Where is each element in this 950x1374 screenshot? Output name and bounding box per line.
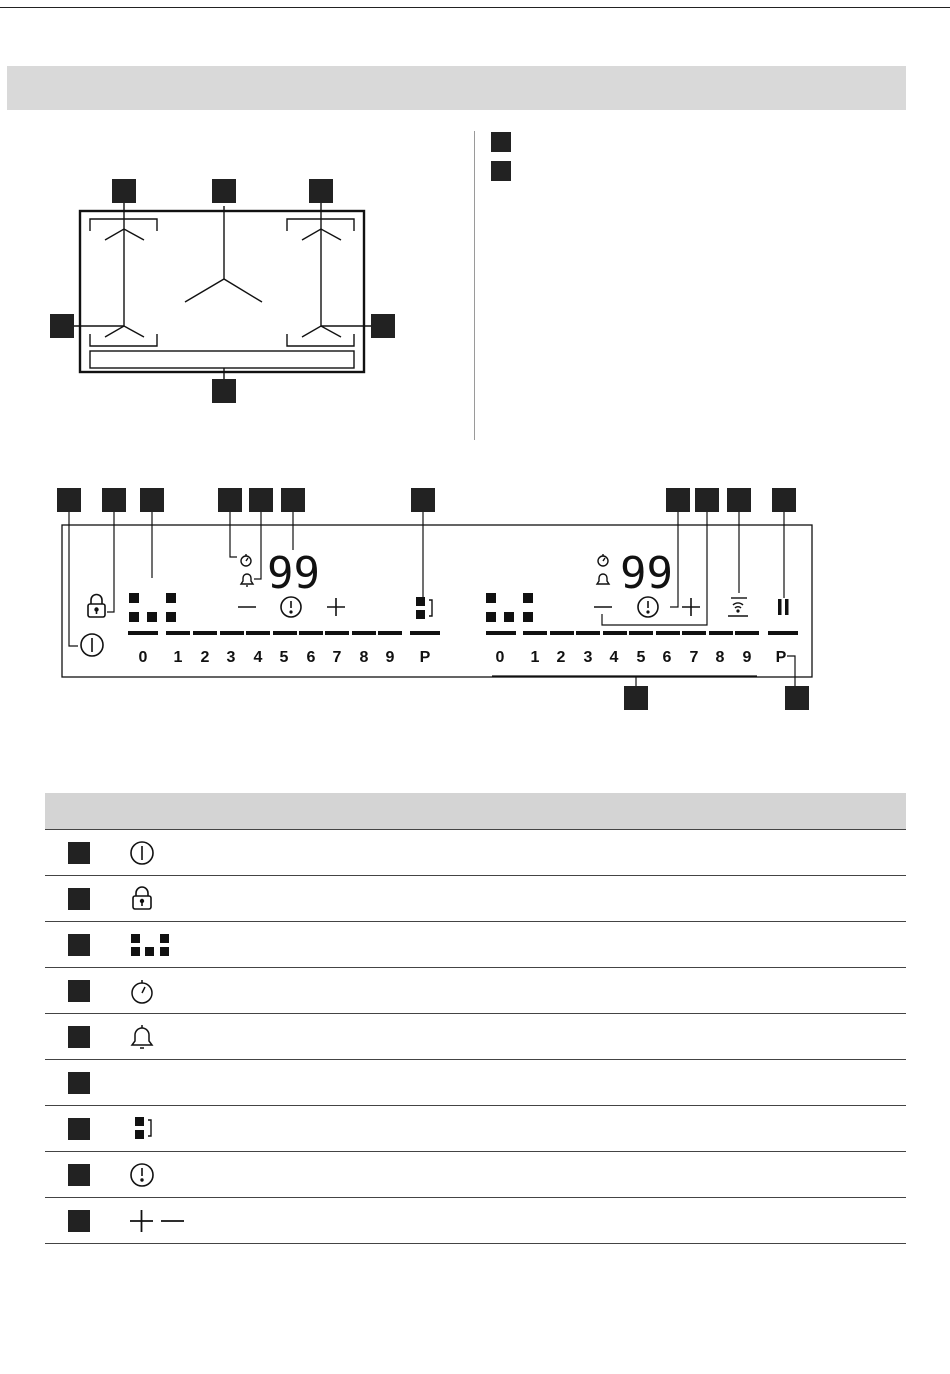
power-level-bars-right [486,631,798,635]
scale-label: P [775,649,787,666]
stopwatch-icon [118,977,198,1005]
callout-marker [695,488,719,512]
plus-icon [327,598,345,616]
row-number-marker [68,888,90,910]
stopwatch-icon [241,554,251,566]
scale-label: 6 [662,649,672,666]
header-cell [200,793,906,830]
scale-label: 0 [138,649,148,666]
row-description [200,830,906,876]
callout-marker [218,488,242,512]
table-row [45,922,906,968]
table-row [45,1014,906,1060]
row-number-marker [68,980,90,1002]
header-cell [45,793,110,830]
row-number-marker [68,934,90,956]
scale-label: 4 [609,649,619,666]
stopwatch-icon [598,554,608,566]
power-icon [118,839,198,867]
scale-label: 6 [306,649,316,666]
table-row [45,876,906,922]
scale-label: 7 [332,649,342,666]
scale-label: 3 [226,649,236,666]
timer-icon [118,1161,198,1189]
row-number-marker [68,1210,90,1232]
table-row [45,1106,906,1152]
callout-marker [102,488,126,512]
row-description [200,1060,906,1106]
hood-connection-icon [728,598,748,616]
plus-icon [682,598,700,616]
row-description [200,968,906,1014]
bridge-icon [118,1115,198,1143]
table-row [45,1152,906,1198]
scale-label: 0 [495,649,505,666]
callout-marker [785,686,809,710]
row-number-marker [68,1072,90,1094]
header-cell [110,793,200,830]
callout-marker [57,488,81,512]
scale-label: P [419,649,431,666]
scale-label: 8 [359,649,369,666]
callout-marker [666,488,690,512]
scale-label: 1 [530,649,540,666]
timer-icon [638,597,658,617]
power-level-bars-left [128,631,440,635]
lock-icon [88,595,105,618]
scale-label: 3 [583,649,593,666]
table-row [45,1060,906,1106]
table-header-row [45,793,906,830]
callout-marker [140,488,164,512]
timer-display-left: 99 [267,548,320,599]
row-number-marker [68,1118,90,1140]
row-description [200,1106,906,1152]
zone-indicator-icon [129,593,176,622]
row-description [200,1014,906,1060]
power-icon [81,634,103,656]
lock-icon [118,885,198,913]
zone-indicator-icon [486,593,533,622]
scale-label: 7 [689,649,699,666]
zone-indicator-icon [118,931,198,959]
timer-display-right: 99 [620,548,673,599]
table-row [45,1198,906,1244]
bell-icon [597,574,609,584]
bridge-icon [416,597,432,619]
bell-icon [241,574,253,586]
callout-marker [249,488,273,512]
callout-marker [772,488,796,512]
callout-marker [727,488,751,512]
row-number-marker [68,842,90,864]
pause-icon [778,599,789,615]
callout-marker [624,686,648,710]
scale-label: 8 [715,649,725,666]
scale-label: 5 [636,649,646,666]
row-number-marker [68,1026,90,1048]
symbol-table [45,793,906,1244]
scale-label: 9 [385,649,395,666]
table-row [45,830,906,876]
row-description [200,1152,906,1198]
row-description [200,1198,906,1244]
timer-icon [281,597,301,617]
row-number-marker [68,1164,90,1186]
scale-label: 1 [173,649,183,666]
callout-marker [411,488,435,512]
bell-icon [118,1023,198,1051]
row-description [200,876,906,922]
scale-label: 5 [279,649,289,666]
table-row [45,968,906,1014]
callout-marker [281,488,305,512]
row-description [200,922,906,968]
scale-label: 2 [200,649,210,666]
scale-label: 2 [556,649,566,666]
scale-label: 4 [253,649,263,666]
scale-label: 9 [742,649,752,666]
plus-minus-icon [118,1207,198,1235]
